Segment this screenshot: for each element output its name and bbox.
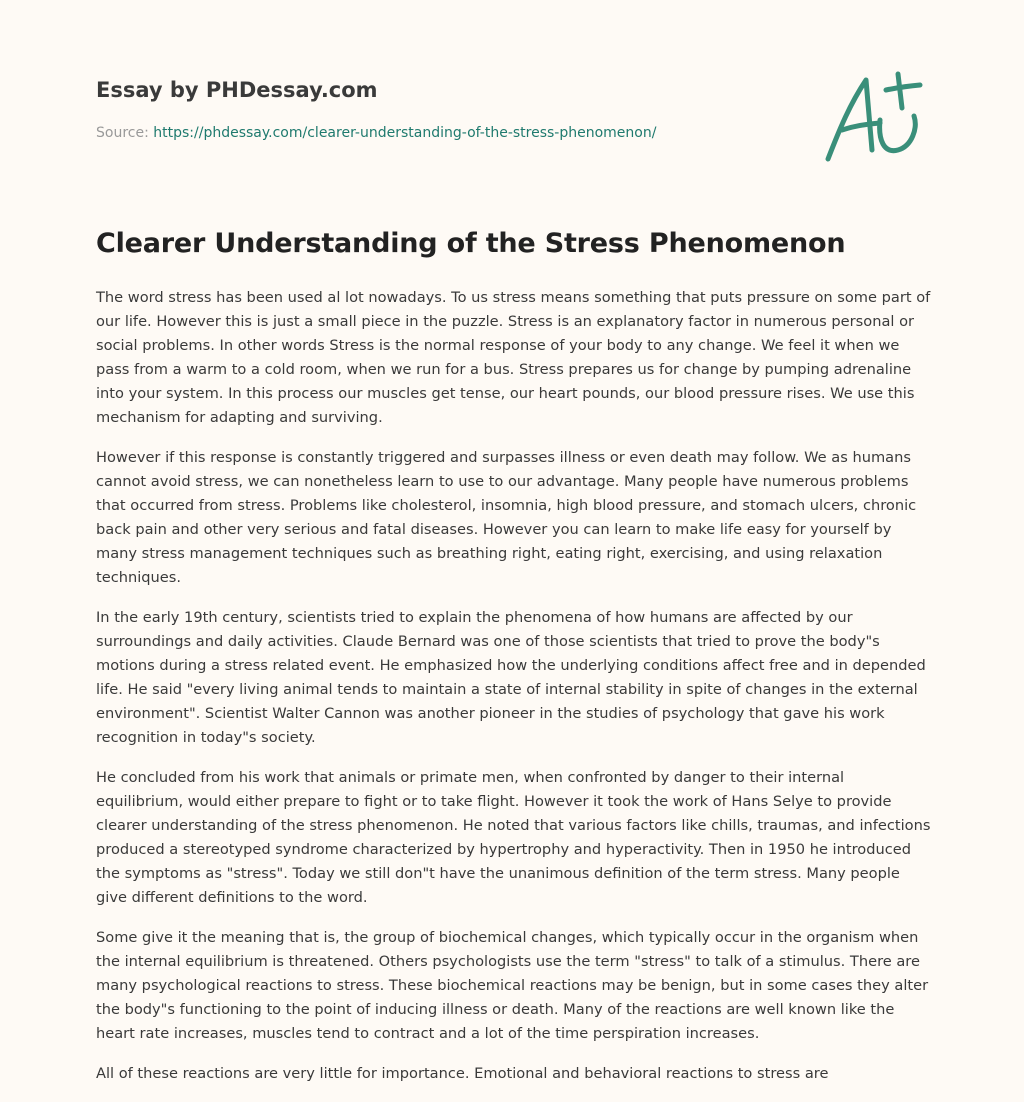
essay-paragraph: The word stress has been used al lot nowadays. To us stress means something that puts pressure on some part of our life. However this is just a small piece in the puzzle. Stress is an explanatory factor in numerous personal or social problems. In other words Stress is the normal response of your body to any change. We feel it when we pass from a warm to a cold room, when we run for a bus. Stress prepares us for change by pumping adrenaline into your system. In this process our muscles get tense, our heart pounds, our blood pressure rises. We use this mechanism for adapting and surviving. — [96, 289, 931, 426]
essay-paragraph: In the early 19th century, scientists tried to explain the phenomena of how humans are affected by our surroundings and daily activities. Claude Bernard was one of those scientists that tried to prove the body"s motions during a stress related event. He emphasized how the underlying conditions affect free and in depended life. He said "every living animal tends to maintain a state of internal stability in spite of changes in the external environment". Scientist Walter Cannon was another pioneer in the studies of psychology that gave his work recognition in today"s society. — [96, 609, 926, 746]
essay-paragraph: All of these reactions are very little for importance. Emotional and behavioral reactions to stress are — [96, 1065, 829, 1082]
essay-body — [96, 286, 932, 1102]
essay-paragraph: However if this response is constantly triggered and surpasses illness or even death may follow. We as humans cannot avoid stress, we can nonetheless learn to use to our advantage. Many people have numerous problems that occurred from stress. Problems like cholesterol, insomnia, high blood pressure, and stomach ulcers, chronic back pain and other very serious and fatal diseases. However you can learn to make life easy for yourself by many stress management techniques such as breathing right, eating right, exercising, and using relaxation techniques. — [96, 449, 917, 586]
source-line — [96, 123, 656, 143]
source-link[interactable]: https://phdessay.com/clearer-understanding-of-the-stress-phenomenon/ — [153, 125, 657, 141]
source-label: Source: — [96, 125, 149, 141]
brand-title: Essay by PHDessay.com — [96, 78, 378, 102]
essay-paragraph: Some give it the meaning that is, the group of biochemical changes, which typically occur in the organism when the internal equilibrium is threatened. Others psychologists use the term "stress" to talk of a stimulus. There are many psychological reactions to stress. These biochemical reactions may be benign, but in some cases they alter the body"s functioning to the point of inducing illness or death. Many of the reactions are well known like the heart rate increases, muscles tend to contract and a lot of the time perspiration increases. — [96, 929, 929, 1042]
a-plus-grade-icon — [818, 66, 930, 166]
essay-paragraph: He concluded from his work that animals or primate men, when confronted by danger to their internal equilibrium, would either prepare to fight or to take flight. However it took the work of Hans Selye to provide clearer understanding of the stress phenomenon. He noted that various factors like chills, traumas, and infections produced a stereotyped syndrome characterized by hypertrophy and hyperactivity. Then in 1950 he introduced the symptoms as "stress". Today we still don"t have the unanimous definition of the term stress. Many people give different definitions to the word. — [96, 769, 931, 906]
essay-title: Clearer Understanding of the Stress Phenomenon — [96, 228, 846, 259]
